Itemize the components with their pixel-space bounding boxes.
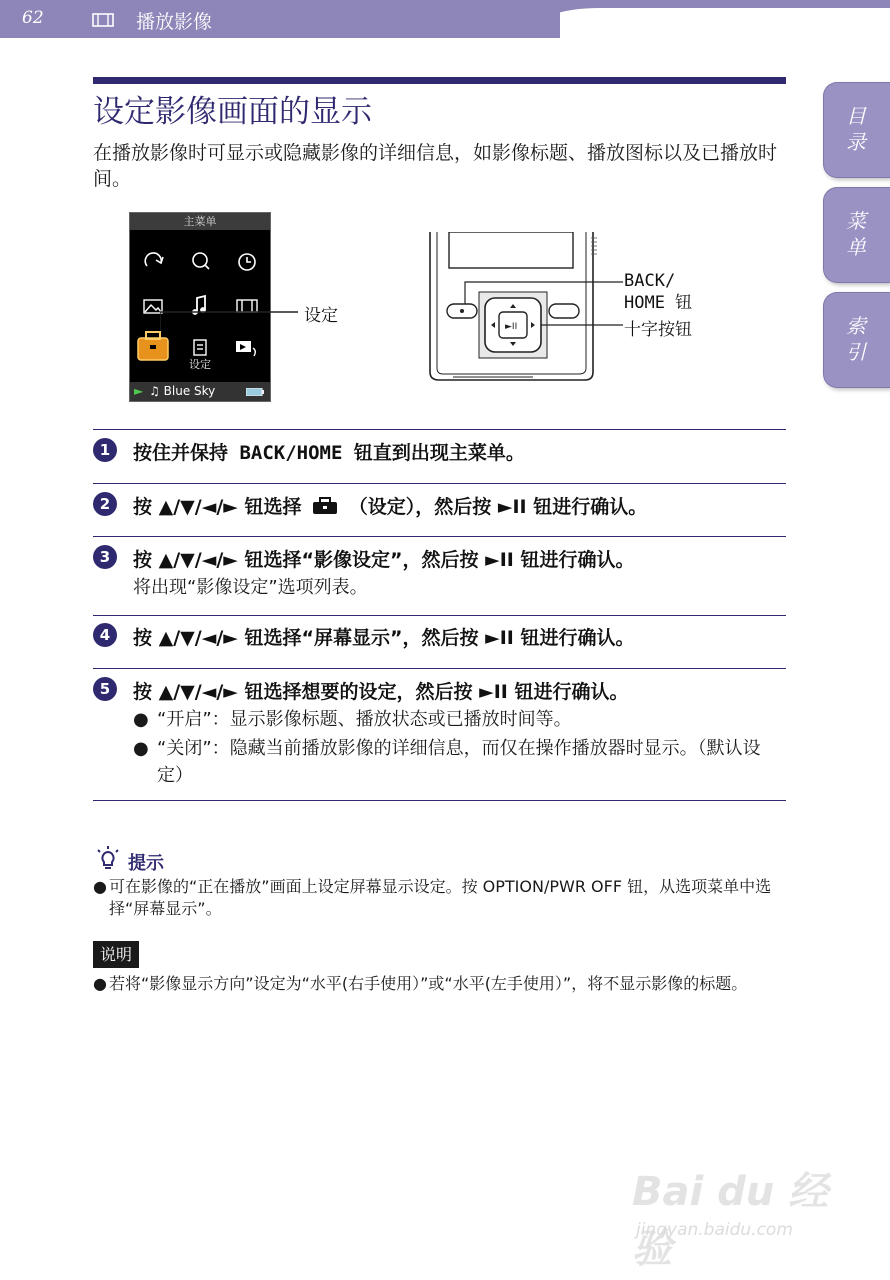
- player-device-illustration: [425, 232, 625, 384]
- tab-menu[interactable]: [823, 187, 890, 283]
- settings-callout-line: [160, 300, 300, 340]
- section-title: 播放影像: [136, 11, 213, 33]
- watermark-main: Bai du 经验: [632, 1169, 829, 1272]
- step-number: 3: [93, 545, 117, 569]
- page-header: [0, 0, 890, 38]
- step-number: 2: [93, 492, 117, 516]
- battery-icon: [246, 388, 264, 396]
- step-text: [133, 492, 647, 519]
- intro-paragraph: 在播放影像时可显示或隐藏影像的详细信息，如影像标题、播放图标以及已播放时间。: [93, 142, 778, 190]
- header-bar: [0, 0, 560, 38]
- music-note-icon: ♫: [149, 384, 160, 398]
- bullet-dot: ●: [93, 877, 107, 896]
- tab-contents[interactable]: [823, 82, 890, 178]
- title-rule: [93, 77, 786, 84]
- bullet-dot: ●: [93, 974, 107, 993]
- rotate-icon: [145, 253, 163, 266]
- step-text: 按住并保持 BACK/HOME 钮直到出现主菜单。: [133, 442, 525, 464]
- clock-icon: [239, 254, 255, 270]
- step-text-after: （设定），然后按 ►II 钮进行确认。: [348, 496, 648, 518]
- step-subtext: 将出现“影像设定”选项列表。: [133, 577, 368, 598]
- video-out-icon: [236, 341, 255, 356]
- status-track-title: Blue Sky: [163, 384, 216, 398]
- side-grip: [591, 238, 597, 254]
- bullet-dot: ●: [133, 709, 149, 730]
- step-text: 按 ▲/▼/◄/► 钮选择“影像设定”，然后按 ►II 钮进行确认。: [133, 549, 635, 571]
- note-tag: 说明: [93, 941, 139, 968]
- document-icon: [194, 340, 206, 355]
- watermark: [632, 1160, 842, 1272]
- watermark-sub: jingyan.baidu.com: [636, 1220, 793, 1240]
- svg-text:►II: ►II: [505, 322, 518, 332]
- film-strip-icon: [92, 12, 114, 31]
- step-divider: [93, 800, 786, 801]
- step-divider: [93, 615, 786, 616]
- step-text: 按 ▲/▼/◄/► 钮选择“屏幕显示”，然后按 ►II 钮进行确认。: [133, 627, 635, 649]
- lightbulb-icon: [95, 846, 121, 872]
- back-home-label-line2: HOME 钮: [624, 293, 693, 313]
- settings-toolbox-icon: [312, 497, 338, 515]
- step-number: 1: [93, 438, 117, 462]
- page-number: 62: [22, 8, 44, 28]
- page-title: 设定影像画面的显示: [93, 94, 372, 130]
- step-number: 4: [93, 623, 117, 647]
- back-home-label-line1: BACK/: [624, 271, 676, 291]
- tab-contents-label: 目录: [846, 104, 866, 154]
- settings-callout-label: 设定: [304, 306, 338, 326]
- note-text: 若将“影像显示方向”设定为“水平(右手使用）”或“水平(左手使用）”，将不显示影像的标题。: [109, 974, 748, 993]
- bullet-dot: ●: [133, 738, 149, 759]
- tab-index-label: 索引: [846, 314, 866, 364]
- step-text-before: 按 ▲/▼/◄/► 钮选择: [133, 496, 302, 518]
- search-icon: [193, 253, 209, 269]
- screen-title: 主菜单: [130, 213, 270, 230]
- screen-status-bar: [130, 382, 270, 401]
- bullet-text: “开启”：显示影像标题、播放状态或已播放时间等。: [157, 709, 572, 730]
- step-divider: [93, 536, 786, 537]
- tab-index[interactable]: [823, 292, 890, 388]
- hint-paragraph: [93, 876, 783, 920]
- cross-button-callout: 十字按钮: [624, 320, 692, 340]
- hint-text: 可在影像的“正在播放”画面上设定屏幕显示设定。按 OPTION/PWR OFF 钮，从选项菜单中选择“屏幕显示”。: [109, 877, 772, 918]
- header-curve: [480, 0, 890, 38]
- screen-selected-caption: 设定: [189, 358, 211, 371]
- list-item: [133, 735, 783, 789]
- note-paragraph: [93, 973, 783, 995]
- step-number: 5: [93, 677, 117, 701]
- step-divider: [93, 483, 786, 484]
- hint-title: 提示: [128, 853, 164, 874]
- bullet-text: “关闭”：隐藏当前播放影像的详细信息，而仅在操作播放器时显示。（默认设定）: [157, 738, 761, 786]
- back-home-callout: [624, 270, 692, 314]
- list-item: [133, 706, 783, 733]
- step-text: 按 ▲/▼/◄/► 钮选择想要的设定，然后按 ►II 钮进行确认。: [133, 681, 629, 703]
- play-icon: ►: [134, 384, 144, 398]
- tab-menu-label: 菜单: [846, 209, 866, 259]
- step-divider: [93, 668, 786, 669]
- step-divider: [93, 429, 786, 430]
